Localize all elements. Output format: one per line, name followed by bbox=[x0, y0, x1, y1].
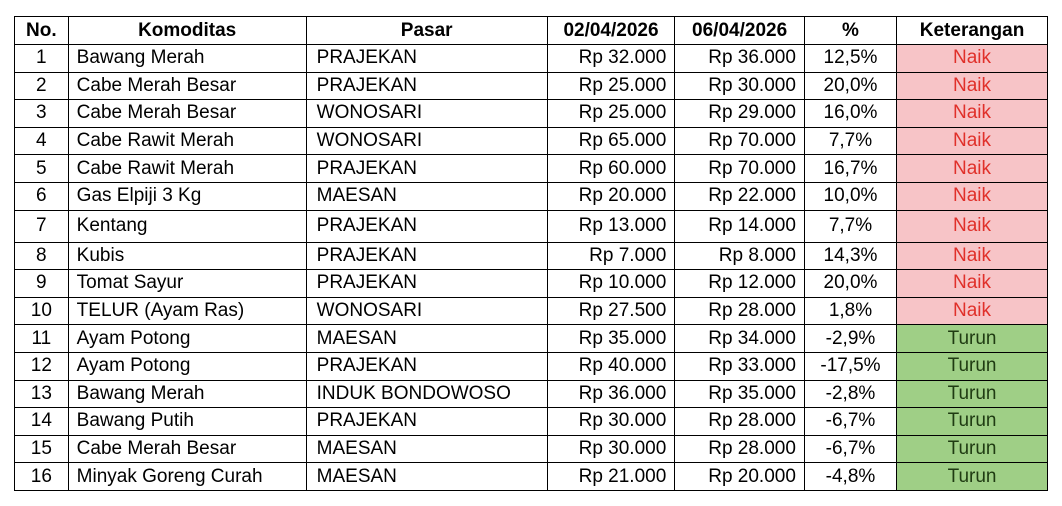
col-header-date-1: 02/04/2026 bbox=[547, 17, 675, 45]
table-row bbox=[15, 297, 1048, 325]
status-naik-badge: Naik bbox=[897, 72, 1048, 100]
table-row bbox=[15, 242, 1048, 270]
cell-price-date-2: Rp 35.000 bbox=[675, 380, 805, 408]
table-row bbox=[15, 270, 1048, 298]
table-row bbox=[15, 155, 1048, 183]
status-turun-badge: Turun bbox=[897, 408, 1048, 436]
cell-price-date-1: Rp 35.000 bbox=[547, 325, 675, 353]
cell-komoditas: TELUR (Ayam Ras) bbox=[68, 297, 306, 325]
cell-price-date-2: Rp 34.000 bbox=[675, 325, 805, 353]
price-table bbox=[14, 16, 1048, 491]
table-body bbox=[15, 45, 1048, 491]
cell-price-date-2: Rp 14.000 bbox=[675, 210, 805, 242]
cell-percent: 1,8% bbox=[804, 297, 896, 325]
cell-percent: -17,5% bbox=[804, 352, 896, 380]
cell-price-date-1: Rp 65.000 bbox=[547, 127, 675, 155]
status-naik-badge: Naik bbox=[897, 297, 1048, 325]
table-row bbox=[15, 435, 1048, 463]
cell-pasar: MAESAN bbox=[306, 182, 547, 210]
cell-price-date-2: Rp 28.000 bbox=[675, 435, 805, 463]
cell-komoditas: Cabe Merah Besar bbox=[68, 100, 306, 128]
table-row bbox=[15, 72, 1048, 100]
cell-price-date-2: Rp 28.000 bbox=[675, 408, 805, 436]
cell-price-date-1: Rp 13.000 bbox=[547, 210, 675, 242]
cell-no: 14 bbox=[15, 408, 69, 436]
cell-komoditas: Ayam Potong bbox=[68, 325, 306, 353]
cell-price-date-2: Rp 36.000 bbox=[675, 45, 805, 73]
cell-komoditas: Cabe Rawit Merah bbox=[68, 155, 306, 183]
status-turun-badge: Turun bbox=[897, 435, 1048, 463]
cell-price-date-1: Rp 27.500 bbox=[547, 297, 675, 325]
cell-percent: 16,7% bbox=[804, 155, 896, 183]
cell-price-date-1: Rp 21.000 bbox=[547, 463, 675, 491]
cell-price-date-1: Rp 10.000 bbox=[547, 270, 675, 298]
cell-no: 15 bbox=[15, 435, 69, 463]
cell-komoditas: Ayam Potong bbox=[68, 352, 306, 380]
table-row bbox=[15, 45, 1048, 73]
cell-price-date-2: Rp 29.000 bbox=[675, 100, 805, 128]
table-row bbox=[15, 463, 1048, 491]
cell-pasar: PRAJEKAN bbox=[306, 210, 547, 242]
header-row bbox=[15, 17, 1048, 45]
col-header-no: No. bbox=[15, 17, 69, 45]
cell-komoditas: Kentang bbox=[68, 210, 306, 242]
cell-pasar: INDUK BONDOWOSO bbox=[306, 380, 547, 408]
cell-price-date-2: Rp 8.000 bbox=[675, 242, 805, 270]
cell-pasar: PRAJEKAN bbox=[306, 45, 547, 73]
cell-komoditas: Bawang Merah bbox=[68, 45, 306, 73]
cell-percent: 12,5% bbox=[804, 45, 896, 73]
cell-price-date-1: Rp 36.000 bbox=[547, 380, 675, 408]
cell-no: 4 bbox=[15, 127, 69, 155]
cell-price-date-1: Rp 30.000 bbox=[547, 435, 675, 463]
cell-price-date-2: Rp 33.000 bbox=[675, 352, 805, 380]
table-row bbox=[15, 182, 1048, 210]
cell-price-date-2: Rp 20.000 bbox=[675, 463, 805, 491]
cell-price-date-1: Rp 20.000 bbox=[547, 182, 675, 210]
cell-no: 11 bbox=[15, 325, 69, 353]
cell-price-date-2: Rp 30.000 bbox=[675, 72, 805, 100]
cell-price-date-1: Rp 60.000 bbox=[547, 155, 675, 183]
table-row bbox=[15, 408, 1048, 436]
cell-pasar: PRAJEKAN bbox=[306, 408, 547, 436]
status-naik-badge: Naik bbox=[897, 270, 1048, 298]
cell-pasar: WONOSARI bbox=[306, 297, 547, 325]
cell-pasar: MAESAN bbox=[306, 435, 547, 463]
cell-pasar: PRAJEKAN bbox=[306, 270, 547, 298]
cell-no: 3 bbox=[15, 100, 69, 128]
status-naik-badge: Naik bbox=[897, 45, 1048, 73]
table-row bbox=[15, 210, 1048, 242]
cell-komoditas: Tomat Sayur bbox=[68, 270, 306, 298]
status-naik-badge: Naik bbox=[897, 155, 1048, 183]
col-header-pasar: Pasar bbox=[306, 17, 547, 45]
cell-price-date-2: Rp 22.000 bbox=[675, 182, 805, 210]
col-header-percent: % bbox=[804, 17, 896, 45]
cell-price-date-2: Rp 28.000 bbox=[675, 297, 805, 325]
status-naik-badge: Naik bbox=[897, 100, 1048, 128]
cell-percent: 20,0% bbox=[804, 270, 896, 298]
status-naik-badge: Naik bbox=[897, 182, 1048, 210]
status-naik-badge: Naik bbox=[897, 242, 1048, 270]
cell-no: 7 bbox=[15, 210, 69, 242]
cell-percent: -6,7% bbox=[804, 435, 896, 463]
cell-komoditas: Cabe Merah Besar bbox=[68, 435, 306, 463]
cell-no: 5 bbox=[15, 155, 69, 183]
cell-pasar: PRAJEKAN bbox=[306, 352, 547, 380]
cell-price-date-2: Rp 12.000 bbox=[675, 270, 805, 298]
cell-no: 2 bbox=[15, 72, 69, 100]
status-naik-badge: Naik bbox=[897, 210, 1048, 242]
cell-komoditas: Gas Elpiji 3 Kg bbox=[68, 182, 306, 210]
cell-percent: -6,7% bbox=[804, 408, 896, 436]
cell-pasar: PRAJEKAN bbox=[306, 155, 547, 183]
cell-no: 8 bbox=[15, 242, 69, 270]
cell-pasar: MAESAN bbox=[306, 325, 547, 353]
cell-pasar: PRAJEKAN bbox=[306, 242, 547, 270]
cell-percent: 10,0% bbox=[804, 182, 896, 210]
cell-percent: 14,3% bbox=[804, 242, 896, 270]
col-header-keterangan: Keterangan bbox=[897, 17, 1048, 45]
cell-komoditas: Bawang Merah bbox=[68, 380, 306, 408]
cell-price-date-2: Rp 70.000 bbox=[675, 127, 805, 155]
cell-pasar: WONOSARI bbox=[306, 127, 547, 155]
table-row bbox=[15, 325, 1048, 353]
table-row bbox=[15, 100, 1048, 128]
cell-price-date-1: Rp 30.000 bbox=[547, 408, 675, 436]
cell-percent: -2,8% bbox=[804, 380, 896, 408]
cell-komoditas: Cabe Rawit Merah bbox=[68, 127, 306, 155]
cell-pasar: WONOSARI bbox=[306, 100, 547, 128]
table-row bbox=[15, 127, 1048, 155]
cell-price-date-1: Rp 40.000 bbox=[547, 352, 675, 380]
cell-komoditas: Minyak Goreng Curah bbox=[68, 463, 306, 491]
status-turun-badge: Turun bbox=[897, 352, 1048, 380]
cell-price-date-1: Rp 7.000 bbox=[547, 242, 675, 270]
cell-price-date-1: Rp 25.000 bbox=[547, 100, 675, 128]
cell-no: 16 bbox=[15, 463, 69, 491]
cell-no: 6 bbox=[15, 182, 69, 210]
status-turun-badge: Turun bbox=[897, 380, 1048, 408]
status-turun-badge: Turun bbox=[897, 463, 1048, 491]
col-header-date-2: 06/04/2026 bbox=[675, 17, 805, 45]
cell-percent: 7,7% bbox=[804, 210, 896, 242]
cell-no: 9 bbox=[15, 270, 69, 298]
cell-komoditas: Kubis bbox=[68, 242, 306, 270]
cell-price-date-1: Rp 32.000 bbox=[547, 45, 675, 73]
table-row bbox=[15, 352, 1048, 380]
cell-percent: -4,8% bbox=[804, 463, 896, 491]
cell-no: 10 bbox=[15, 297, 69, 325]
cell-pasar: MAESAN bbox=[306, 463, 547, 491]
cell-price-date-1: Rp 25.000 bbox=[547, 72, 675, 100]
cell-komoditas: Bawang Putih bbox=[68, 408, 306, 436]
cell-no: 13 bbox=[15, 380, 69, 408]
cell-percent: 16,0% bbox=[804, 100, 896, 128]
cell-percent: 20,0% bbox=[804, 72, 896, 100]
cell-no: 1 bbox=[15, 45, 69, 73]
table-row bbox=[15, 380, 1048, 408]
status-turun-badge: Turun bbox=[897, 325, 1048, 353]
cell-pasar: PRAJEKAN bbox=[306, 72, 547, 100]
status-naik-badge: Naik bbox=[897, 127, 1048, 155]
cell-percent: 7,7% bbox=[804, 127, 896, 155]
cell-percent: -2,9% bbox=[804, 325, 896, 353]
col-header-komoditas: Komoditas bbox=[68, 17, 306, 45]
cell-no: 12 bbox=[15, 352, 69, 380]
cell-price-date-2: Rp 70.000 bbox=[675, 155, 805, 183]
cell-komoditas: Cabe Merah Besar bbox=[68, 72, 306, 100]
